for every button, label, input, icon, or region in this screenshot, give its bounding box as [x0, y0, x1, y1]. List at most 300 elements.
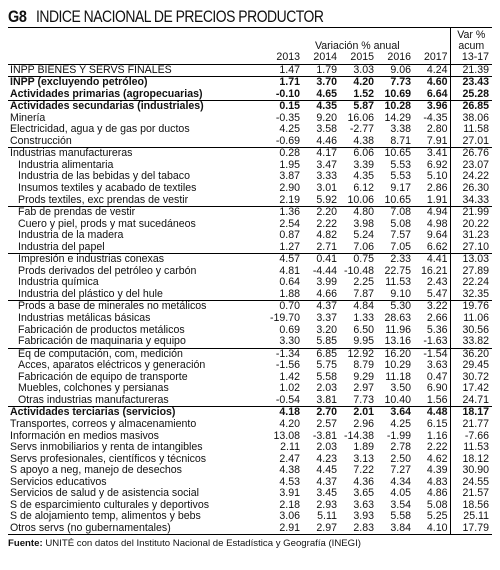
title-bar	[8, 4, 492, 28]
acum-cell: 18.17	[450, 407, 492, 419]
acum-cell: 18.12	[450, 454, 492, 466]
value-cell: 4.53	[279, 476, 300, 488]
acum-cell: 21.99	[450, 207, 492, 219]
table-row	[8, 242, 492, 254]
table-row	[8, 301, 492, 313]
acum-cell: 38.06	[450, 113, 492, 125]
acum-cell: 23.07	[450, 160, 492, 172]
value-cell: 1.47	[279, 64, 300, 76]
acum-cell: 30.56	[450, 325, 492, 337]
value-cell: 2.20	[302, 207, 339, 219]
value-cell: 2.43	[426, 277, 448, 289]
row-label: Servicios de salud y de asistencia social	[10, 488, 200, 500]
value-cell: 3.63	[426, 360, 448, 372]
value-cell: -19.70	[269, 313, 300, 325]
value-cell: -0.54	[275, 394, 300, 406]
value-cell: 2.80	[426, 124, 448, 136]
value-cell: -0.35	[275, 112, 300, 124]
acum-cell: -7.66	[450, 431, 492, 443]
row-label: INPP (excluyendo petróleo)	[8, 77, 265, 89]
value-cell: 9.17	[390, 183, 411, 195]
value-cell: 3.01	[316, 183, 337, 195]
value-cell: 4.82	[316, 230, 337, 242]
row-label: Impresión e industrias conexas	[8, 254, 265, 266]
value-cell: 5.85	[316, 336, 337, 348]
value-cell: 6.90	[426, 383, 448, 395]
value-cell: 1.79	[316, 64, 337, 76]
value-cell: 4.46	[316, 135, 337, 147]
acum-cell: 19.76	[450, 301, 492, 313]
table-row	[8, 266, 492, 278]
value-cell: 3.03	[353, 64, 374, 76]
value-cell: -1.34	[265, 348, 302, 360]
acum-cell: 25.11	[450, 511, 492, 523]
value-cell: 4.35	[353, 171, 374, 183]
value-cell: 4.60	[413, 77, 450, 89]
acum-cell: 34.33	[450, 195, 492, 207]
row-label: Prods textiles, exc prendas de vestir	[18, 194, 189, 206]
value-cell: 3.33	[316, 171, 337, 183]
value-cell: 2.03	[316, 442, 337, 454]
acum-cell: 17.79	[450, 523, 492, 535]
value-cell: 9.29	[353, 371, 374, 383]
variation-header: Variación % anual	[314, 40, 400, 52]
value-cell: 1.95	[279, 159, 300, 171]
table-row	[8, 64, 492, 77]
acum-cell: 26.76	[450, 148, 492, 160]
row-label: Muebles, colchones y persianas	[18, 383, 169, 395]
value-cell: -2.77	[349, 124, 374, 136]
table-row	[8, 77, 492, 89]
table-row	[8, 160, 492, 172]
value-cell: 4.65	[316, 88, 337, 100]
value-cell: 4.48	[413, 407, 450, 419]
row-label: Otras industrias manufactureras	[18, 394, 169, 406]
value-cell: 4.37	[316, 476, 337, 488]
value-cell: -0.10	[275, 88, 300, 100]
row-label: Fab de prendas de vestir	[8, 207, 265, 219]
value-cell: 10.65	[376, 148, 413, 160]
value-cell: 1.16	[426, 430, 448, 442]
row-label: Industrias manufactureras	[8, 148, 265, 160]
value-cell: 2.90	[279, 183, 300, 195]
value-cell: 2.33	[376, 254, 413, 266]
value-cell: 2.83	[339, 523, 376, 535]
value-cell: 2.01	[339, 407, 376, 419]
row-label: Actividades terciarias (servicios)	[8, 407, 265, 419]
value-cell: -4.35	[423, 112, 448, 124]
value-cell: 3.63	[353, 499, 374, 511]
value-cell: 4.98	[426, 218, 448, 230]
value-cell: 4.20	[339, 77, 376, 89]
value-cell: 3.41	[413, 148, 450, 160]
table-title: INDICE NACIONAL DE PRECIOS PRODUCTOR	[35, 7, 324, 26]
value-cell: 0.87	[279, 230, 300, 242]
acum-cell: 26.85	[450, 101, 492, 113]
value-cell: 11.96	[385, 324, 411, 336]
value-cell: 2.70	[302, 407, 339, 419]
table-row	[8, 183, 492, 195]
value-cell: 5.75	[316, 360, 337, 372]
value-cell: 2.57	[316, 418, 337, 430]
table-row	[8, 148, 492, 160]
value-cell: 1.33	[353, 313, 374, 325]
value-cell: 2.86	[426, 183, 448, 195]
value-cell: -1.56	[275, 360, 300, 372]
value-cell: 5.11	[317, 511, 337, 523]
table-row	[8, 442, 492, 454]
value-cell: 3.37	[316, 313, 337, 325]
value-cell: 13.08	[273, 430, 300, 442]
year-header: 2014	[302, 52, 339, 64]
value-cell: 6.12	[353, 183, 374, 195]
acum-cell: 32.35	[450, 289, 492, 301]
value-cell: 3.50	[390, 383, 411, 395]
table-row	[8, 113, 492, 125]
table-row	[8, 277, 492, 289]
value-cell: 28.63	[384, 313, 411, 325]
value-cell: 5.30	[376, 301, 413, 313]
value-cell: 2.19	[279, 194, 300, 206]
value-cell: 3.96	[413, 101, 450, 113]
value-cell: 4.20	[279, 418, 300, 430]
value-cell: 2.93	[316, 499, 337, 511]
row-label: Acces, aparatos eléctricos y generación	[18, 360, 206, 372]
value-cell: 1.71	[265, 77, 302, 89]
table-row	[8, 101, 492, 113]
value-cell: 4.41	[413, 254, 450, 266]
acum-cell: 25.28	[450, 89, 492, 101]
value-cell: 4.36	[353, 476, 374, 488]
value-cell: 6.62	[426, 241, 448, 253]
value-cell: 2.22	[426, 442, 448, 454]
value-cell: 5.24	[353, 230, 374, 242]
value-cell: 4.38	[279, 465, 300, 477]
value-cell: 8.71	[390, 135, 411, 147]
value-cell: 3.13	[353, 453, 374, 465]
acum-cell: 24.22	[450, 171, 492, 183]
value-cell: 0.64	[279, 277, 300, 289]
value-cell: 1.89	[353, 442, 374, 454]
acum-cell: 33.82	[450, 336, 492, 348]
table-row	[8, 313, 492, 325]
table-code: G8	[8, 7, 27, 26]
value-cell: 2.66	[426, 313, 448, 325]
value-cell: 5.58	[390, 511, 411, 523]
value-cell: 3.06	[279, 511, 300, 523]
row-label: Insumos textiles y acabado de textiles	[18, 183, 197, 195]
value-cell: 4.62	[426, 453, 448, 465]
year-header: 2015	[339, 52, 376, 64]
table-row	[8, 336, 492, 348]
value-cell: 2.22	[316, 218, 337, 230]
value-cell: -4.44	[312, 265, 337, 277]
value-cell: 9.10	[390, 288, 411, 300]
row-label: INPP BIENES Y SERVS FINALES	[10, 64, 172, 76]
row-label: Fabricación de equipo de transporte	[18, 371, 188, 383]
acum-cell: 22.24	[450, 277, 492, 289]
value-cell: 0.69	[279, 324, 300, 336]
value-cell: 6.64	[426, 88, 448, 100]
value-cell: 6.06	[339, 148, 376, 160]
value-cell: 4.10	[413, 523, 450, 535]
value-cell: 4.24	[426, 64, 448, 76]
value-cell: 16.21	[421, 265, 448, 277]
acum-cell: 30.72	[450, 372, 492, 384]
value-cell: 0.15	[265, 101, 302, 113]
row-label: Actividades primarias (agropecuarias)	[10, 88, 203, 100]
value-cell: 5.92	[316, 194, 337, 206]
value-cell: 3.22	[413, 301, 450, 313]
value-cell: 1.91	[426, 194, 448, 206]
value-cell: 7.57	[390, 230, 411, 242]
value-cell: 3.20	[316, 324, 337, 336]
row-label: Servs inmobiliarios y renta de intangibles	[10, 442, 203, 454]
value-cell: 3.93	[353, 511, 374, 523]
value-cell: 6.15	[426, 418, 448, 430]
value-cell: 7.06	[353, 241, 374, 253]
value-cell: 14.29	[384, 112, 411, 124]
table-row	[8, 254, 492, 266]
value-cell: 4.84	[339, 301, 376, 313]
row-label: S apoyo a neg, manejo de desechos	[10, 465, 182, 477]
value-cell: 11.18	[385, 371, 411, 383]
table-row	[8, 289, 492, 301]
value-cell: 10.28	[376, 101, 413, 113]
row-label: Servs profesionales, científicos y técnicos	[10, 453, 207, 465]
value-cell: 1.56	[426, 394, 448, 406]
value-cell: 0.28	[265, 148, 302, 160]
value-cell: 7.73	[353, 394, 374, 406]
row-label: S de alojamiento temp, alimentos y bebs	[10, 511, 201, 523]
value-cell: 7.08	[376, 207, 413, 219]
source-note	[8, 538, 492, 550]
value-cell: 3.87	[279, 171, 300, 183]
value-cell: 7.87	[353, 288, 374, 300]
value-cell: 2.25	[353, 277, 374, 289]
value-cell: -10.48	[343, 265, 374, 277]
value-cell: 1.36	[265, 207, 302, 219]
table-row	[8, 407, 492, 419]
acum-cell: 13.03	[450, 254, 492, 266]
year-header: 2017	[413, 52, 450, 64]
value-cell: 2.11	[280, 442, 300, 454]
acum-cell: 11.58	[450, 124, 492, 136]
table-row	[8, 395, 492, 407]
value-cell: 5.08	[426, 499, 448, 511]
value-cell: 1.42	[279, 371, 300, 383]
acum-cell: 21.57	[450, 488, 492, 500]
acum-cell: 36.20	[450, 348, 492, 360]
row-label: Actividades secundarias (industriales)	[8, 101, 265, 113]
value-cell: 4.25	[279, 124, 300, 136]
value-cell: -1.99	[386, 430, 411, 442]
value-cell: 2.18	[279, 499, 300, 511]
value-cell: -1.54	[413, 348, 450, 360]
value-cell: 9.06	[390, 64, 411, 76]
source-prefix: Fuente:	[8, 538, 43, 550]
value-cell: 4.66	[316, 288, 337, 300]
value-cell: 0.70	[265, 301, 302, 313]
value-cell: 4.45	[316, 465, 337, 477]
value-cell: 9.95	[353, 336, 374, 348]
value-cell: 5.58	[316, 371, 337, 383]
value-cell: 3.99	[316, 277, 337, 289]
table-row	[8, 219, 492, 231]
value-cell: 5.36	[426, 324, 448, 336]
acum-cell: 20.22	[450, 219, 492, 231]
value-cell: 22.75	[384, 265, 411, 277]
table-row	[8, 124, 492, 136]
header-row-years	[8, 52, 492, 64]
row-label: S de esparcimiento culturales y deportivos	[10, 499, 210, 511]
value-cell: 10.29	[384, 360, 411, 372]
ppi-table	[8, 28, 492, 535]
value-cell: 7.22	[353, 465, 374, 477]
value-cell: 2.96	[353, 418, 374, 430]
value-cell: 5.87	[339, 101, 376, 113]
value-cell: 8.79	[353, 360, 374, 372]
value-cell: -14.38	[343, 430, 374, 442]
value-cell: 4.17	[302, 148, 339, 160]
value-cell: 11.53	[385, 277, 411, 289]
value-cell: 10.06	[347, 194, 374, 206]
value-cell: 7.73	[376, 77, 413, 89]
value-cell: 3.91	[279, 488, 300, 500]
value-cell: 1.27	[279, 241, 300, 253]
acum-cell: 21.39	[450, 64, 492, 77]
value-cell: 3.98	[353, 218, 374, 230]
acum-cell: 18.56	[450, 500, 492, 512]
table-row	[8, 511, 492, 523]
value-cell: -3.81	[312, 430, 337, 442]
value-cell: 0.75	[339, 254, 376, 266]
row-label: Fabricación de productos metálicos	[18, 324, 185, 336]
value-cell: 2.54	[279, 218, 300, 230]
row-label: Minería	[10, 112, 46, 124]
value-cell: 16.06	[347, 112, 374, 124]
value-cell: 3.30	[279, 336, 300, 348]
table-row	[8, 348, 492, 360]
value-cell: 10.69	[384, 88, 411, 100]
value-cell: 3.64	[376, 407, 413, 419]
row-label: Industria del plástico y del hule	[18, 288, 163, 300]
table-row	[8, 325, 492, 337]
value-cell: 0.41	[302, 254, 339, 266]
table-row	[8, 523, 492, 535]
value-cell: 5.10	[426, 171, 448, 183]
table-row	[8, 454, 492, 466]
value-cell: 3.54	[390, 499, 411, 511]
value-cell: 4.34	[390, 476, 411, 488]
value-cell: -1.63	[423, 336, 448, 348]
value-cell: 7.05	[390, 241, 411, 253]
table-row	[8, 207, 492, 219]
acum-cell: 26.30	[450, 183, 492, 195]
value-cell: 16.20	[376, 348, 413, 360]
value-cell: 2.97	[302, 523, 339, 535]
table-row	[8, 360, 492, 372]
value-cell: 2.91	[265, 523, 302, 535]
value-cell: 4.35	[302, 101, 339, 113]
value-cell: 6.92	[426, 159, 448, 171]
row-label: Otros servs (no gubernamentales)	[8, 523, 265, 535]
acum-cell: 23.43	[450, 77, 492, 89]
value-cell: 4.83	[426, 476, 448, 488]
value-cell: 4.25	[390, 418, 411, 430]
row-label: Industrias metálicas básicas	[18, 313, 151, 325]
value-cell: 3.81	[316, 394, 337, 406]
value-cell: 4.39	[426, 465, 448, 477]
table-row	[8, 89, 492, 101]
year-header: 2013	[265, 52, 302, 64]
acum-cell: 27.10	[450, 242, 492, 254]
row-label: Fabricación de maquinaria y equipo	[18, 336, 186, 348]
table-row	[8, 195, 492, 207]
value-cell: 2.97	[353, 383, 374, 395]
row-label: Prods derivados del petróleo y carbón	[18, 265, 197, 277]
value-cell: 1.02	[279, 383, 300, 395]
value-cell: 2.78	[390, 442, 411, 454]
value-cell: 3.58	[316, 124, 337, 136]
value-cell: 12.92	[339, 348, 376, 360]
acum-cell: 11.53	[450, 442, 492, 454]
table-row	[8, 383, 492, 395]
value-cell: 3.38	[390, 124, 411, 136]
table-row	[8, 488, 492, 500]
row-label: Industria química	[18, 277, 99, 289]
value-cell: 9.20	[316, 112, 337, 124]
row-label: Prods a base de minerales no metálicos	[8, 301, 265, 313]
value-cell: 4.57	[265, 254, 302, 266]
value-cell: 13.16	[384, 336, 411, 348]
row-label: Construcción	[10, 135, 72, 147]
acum-header: Var % acum	[450, 28, 492, 52]
row-label: Información en medios masivos	[10, 430, 159, 442]
value-cell: 4.38	[353, 135, 374, 147]
value-cell: 10.65	[384, 194, 411, 206]
table-row	[8, 419, 492, 431]
acum-period-header: 13-17	[450, 52, 492, 64]
value-cell: -0.69	[275, 135, 300, 147]
table-row	[8, 230, 492, 242]
value-cell: 5.08	[390, 218, 411, 230]
value-cell: 4.80	[339, 207, 376, 219]
source-text: UNITÉ con datos del Instituto Nacional de Estadística y Geografía (INEGI)	[42, 538, 361, 550]
value-cell: 6.85	[302, 348, 339, 360]
table-row	[8, 500, 492, 512]
value-cell: 9.64	[426, 230, 448, 242]
acum-cell: 21.77	[450, 419, 492, 431]
acum-cell: 29.45	[450, 360, 492, 372]
year-header: 2016	[376, 52, 413, 64]
table-row	[8, 431, 492, 443]
table-row	[8, 136, 492, 148]
acum-cell: 24.55	[450, 477, 492, 489]
value-cell: 2.47	[279, 453, 300, 465]
value-cell: 5.47	[426, 288, 448, 300]
acum-cell: 30.90	[450, 465, 492, 477]
value-cell: 10.40	[384, 394, 411, 406]
value-cell: 7.27	[390, 465, 411, 477]
row-label: Industria alimentaria	[18, 159, 114, 171]
row-label: Industria del papel	[18, 241, 105, 253]
value-cell: 3.45	[316, 488, 337, 500]
value-cell: 4.18	[265, 407, 302, 419]
value-cell: 7.91	[426, 135, 448, 147]
row-label: Electricidad, agua y de gas por ductos	[10, 124, 190, 136]
acum-cell: 27.89	[450, 266, 492, 278]
